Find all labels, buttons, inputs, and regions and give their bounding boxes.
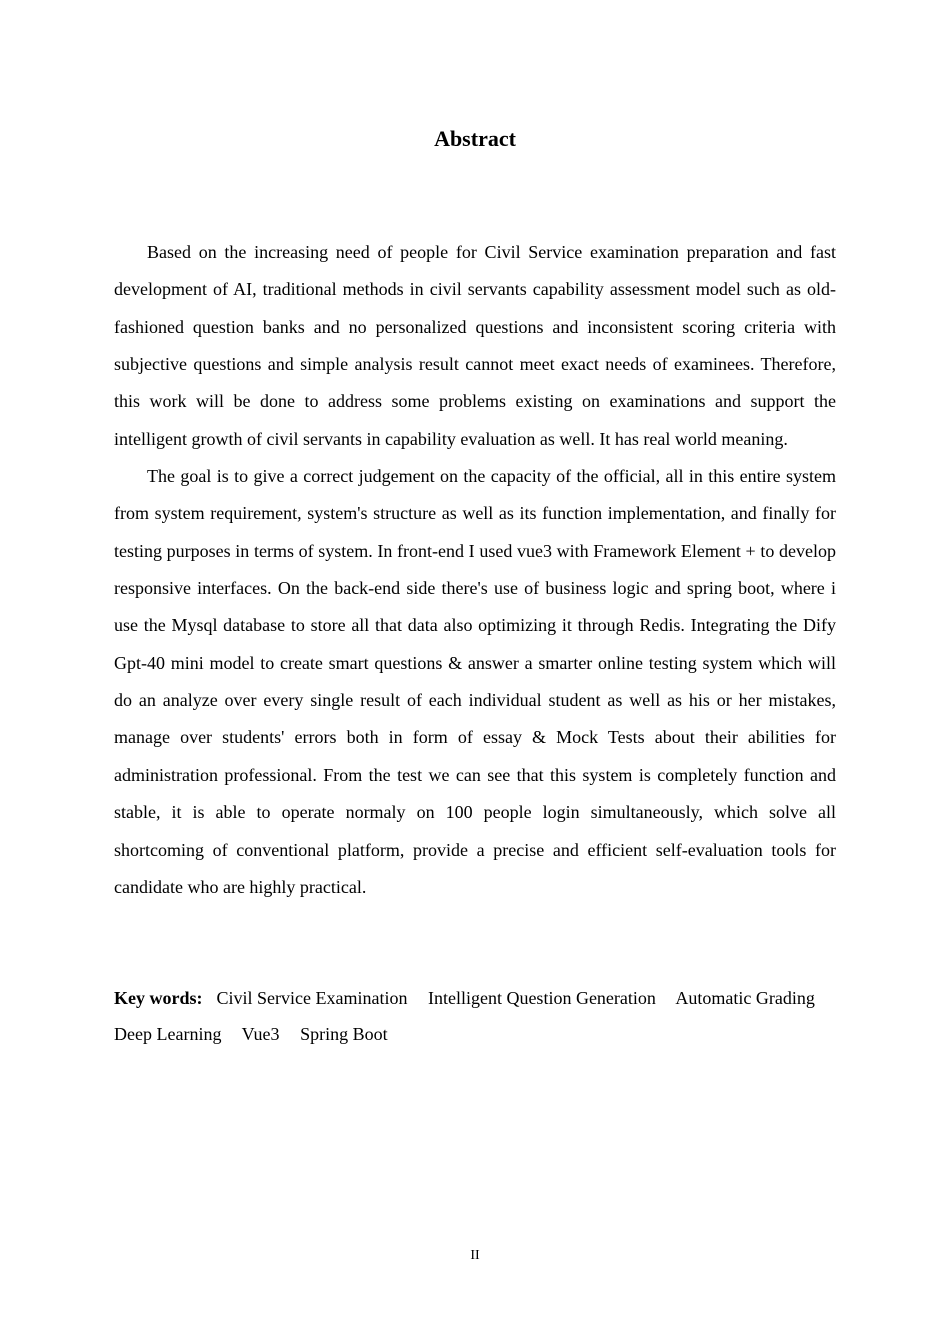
abstract-body (114, 234, 836, 906)
keyword-item: Intelligent Question Generation (427, 988, 656, 1008)
page-title: Abstract (434, 126, 516, 151)
abstract-paragraph-2: The goal is to give a correct judgement on the capacity of the official, all in this entire system from system requirement, system's structure as well as its function implementation, and finally for testing purposes in terms of system. In front-end I used vue3 with Framework Element + to develop responsive interfaces. On the back-end side there's use of business logic and spring boot, where i use the Mysql database to store all that data also optimizing it through Redis. Integrating the Dify Gpt-40 mini model to create smart questions & answer a smarter online testing system which will do an analyze over every single result of each individual student as well as his or her mistakes, manage over students' errors both in form of essay & Mock Tests about their abilities for administration professional. From the test we can see that this system is completely function and stable, it is able to operate normaly on 100 people login simultaneously, which solve all shortcoming of conventional platform, provide a precise and efficient self-evaluation tools for candidate who are highly practical. (114, 466, 836, 897)
abstract-paragraph-1: Based on the increasing need of people for Civil Service examination preparation and fast development of AI, traditional methods in civil servants capability assessment model such as old-fashioned question banks and no personalized questions and inconsistent scoring criteria with subjective questions and simple analysis result cannot meet exact needs of examinees. Therefore, this work will be done to address some problems existing on examinations and support the intelligent growth of civil servants in capability evaluation as well. It has real world meaning. (114, 242, 836, 449)
keyword-item: Vue3 (241, 1024, 280, 1044)
keywords-section (114, 980, 836, 1052)
page-number: II (470, 1248, 480, 1263)
keyword-item: Civil Service Examination (216, 988, 408, 1008)
keyword-item: Spring Boot (300, 1024, 388, 1044)
keyword-item: Deep Learning (114, 1024, 222, 1044)
keyword-item: Automatic Grading (675, 988, 815, 1008)
keywords-label: Key words: (114, 988, 203, 1008)
